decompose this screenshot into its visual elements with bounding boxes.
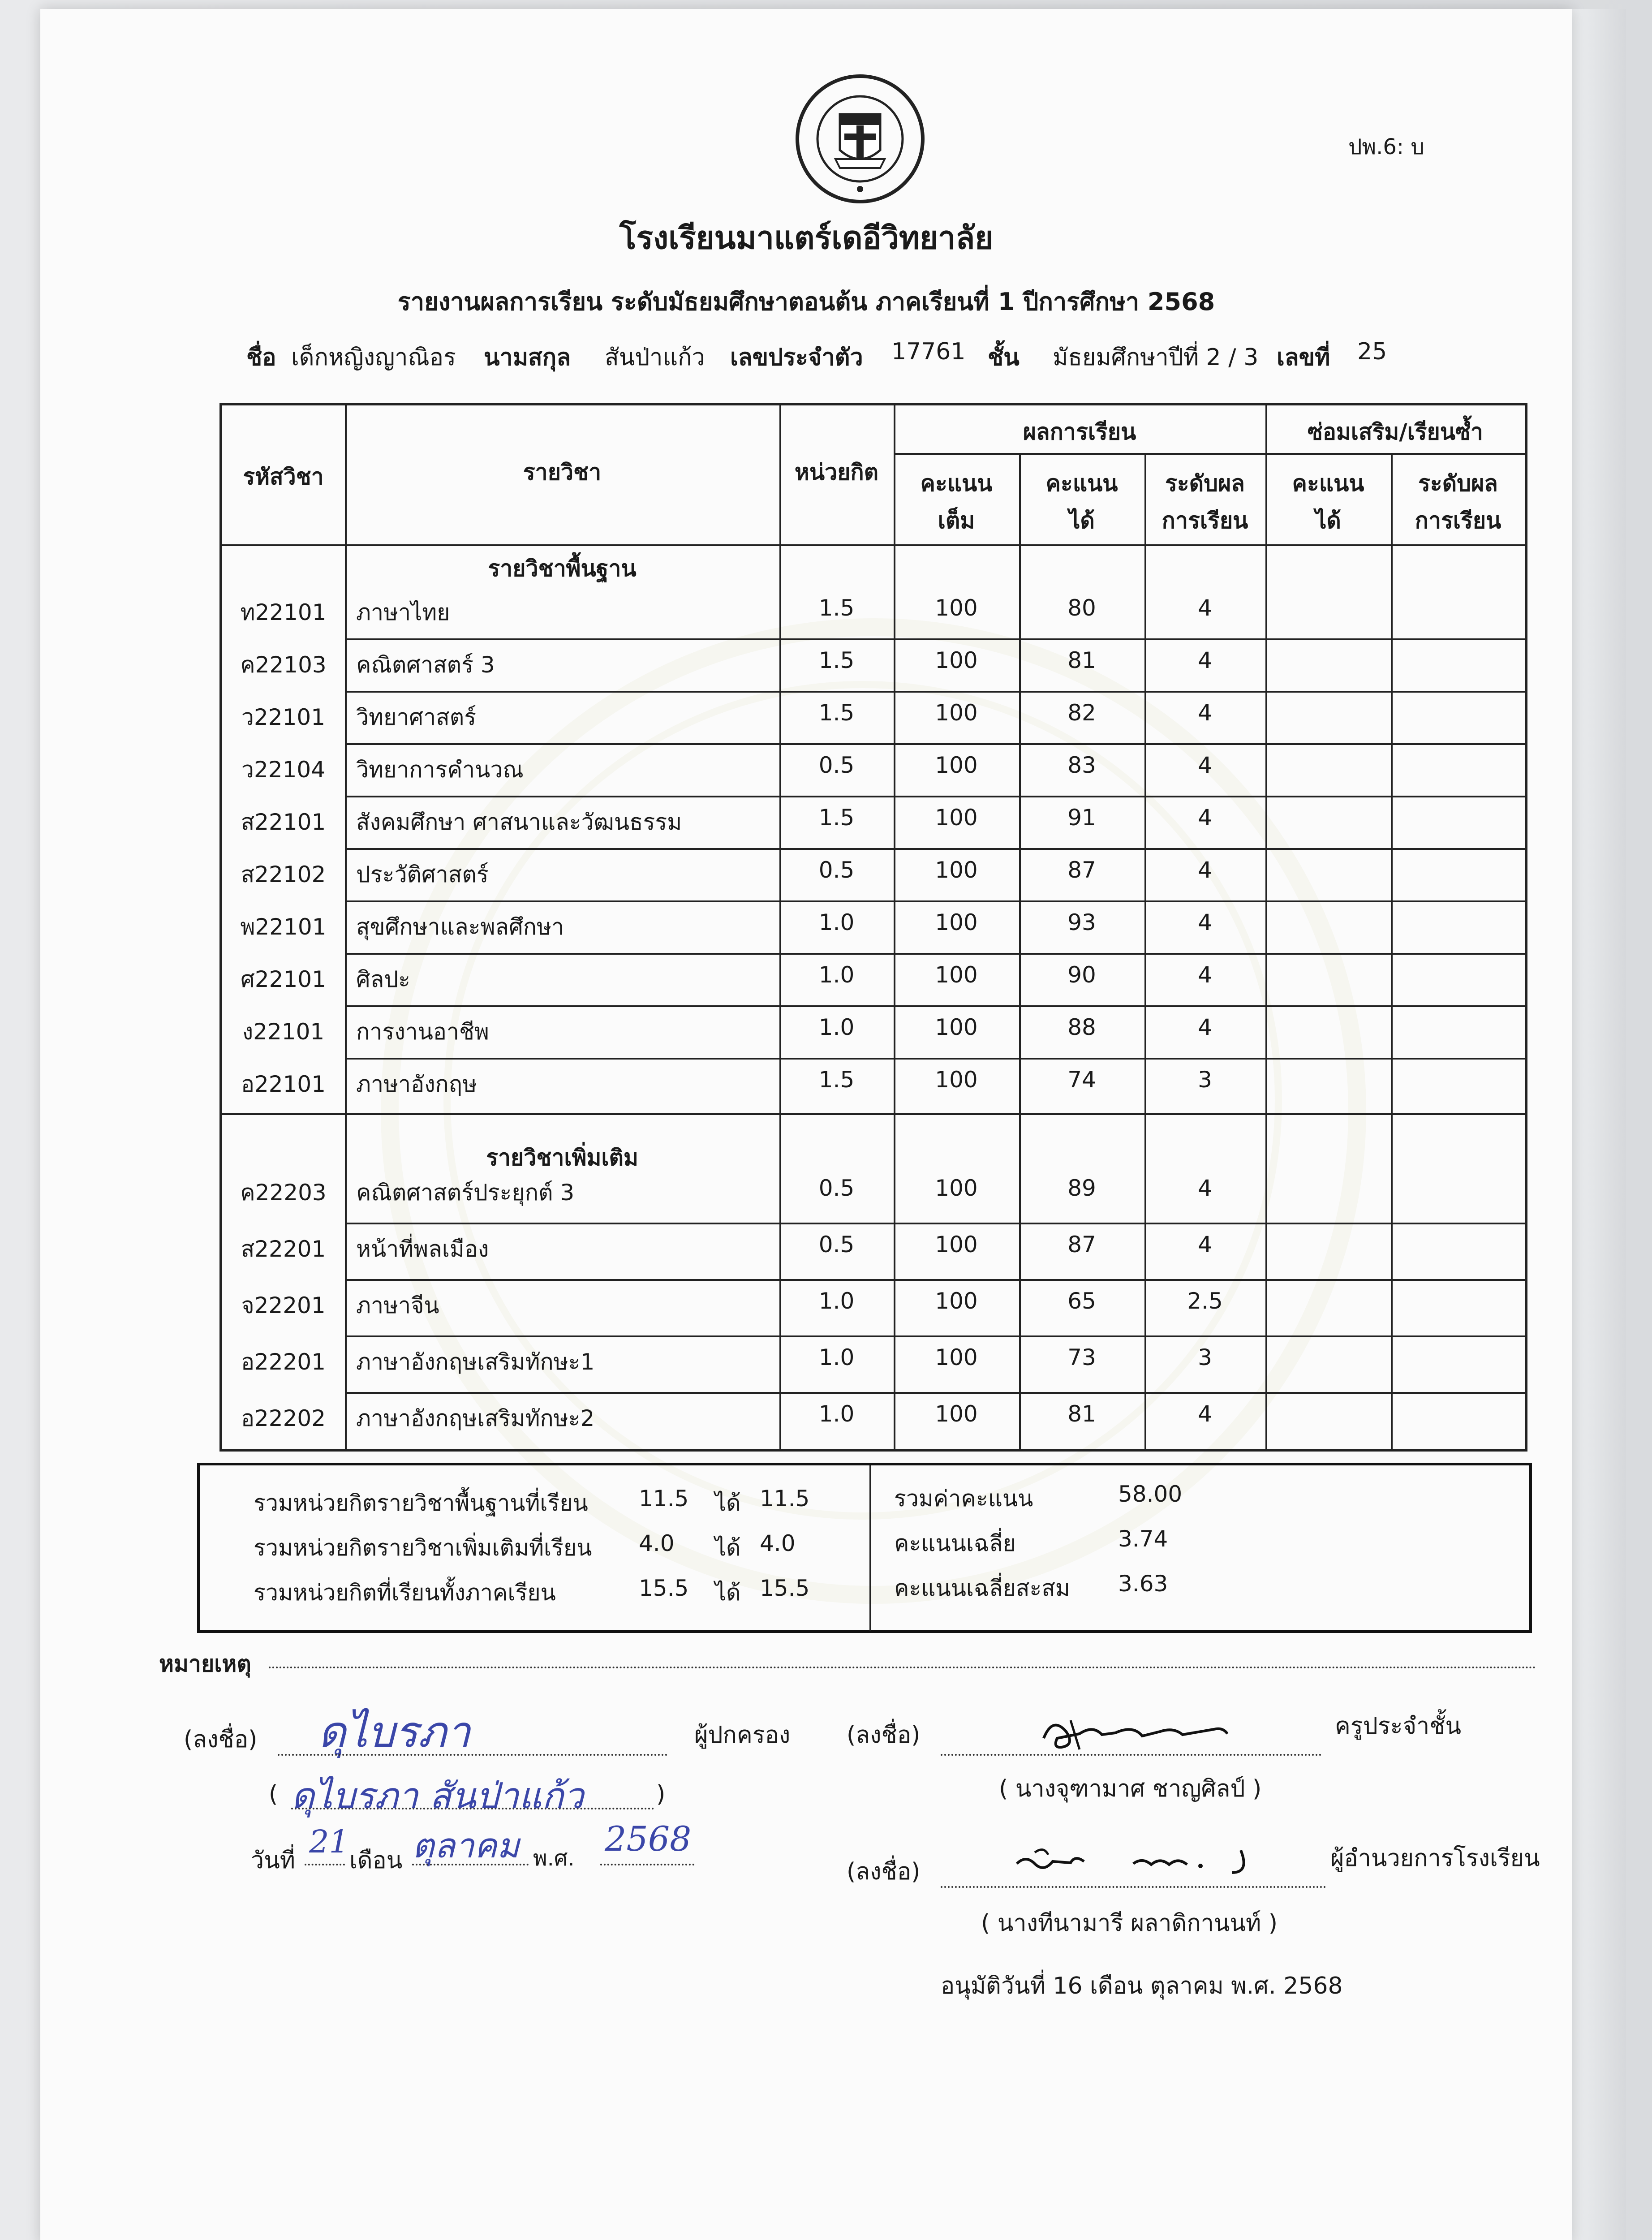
header-full-score-1: คะแนน: [920, 470, 993, 496]
header-remedial-group: ซ่อมเสริม/เรียนซ้ำ: [1307, 419, 1484, 445]
full-score: 100: [935, 1067, 978, 1093]
summary-got-label: ได้: [715, 1490, 741, 1516]
credit-value: 0.5: [818, 752, 855, 778]
credit-value: 1.5: [818, 595, 855, 621]
summary-label: รวมหน่วยกิตที่เรียนทั้งภาคเรียน: [254, 1580, 556, 1606]
header-score-2: ได้: [1069, 508, 1095, 534]
full-score: 100: [935, 1014, 978, 1040]
grade-value: 4: [1198, 700, 1212, 726]
score-value: 80: [1067, 595, 1096, 621]
remarks-label: หมายเหตุ: [159, 1651, 251, 1677]
header-divider: [894, 453, 1525, 455]
subject-name: ภาษาจีน: [356, 1292, 439, 1318]
teacher-sign-line: [941, 1754, 1321, 1756]
summary-label: รวมหน่วยกิตรายวิชาเพิ่มเติมที่เรียน: [254, 1535, 592, 1561]
credit-value: 0.5: [818, 1175, 855, 1201]
summary-got-label: ได้: [715, 1535, 741, 1561]
header-rem-grade-2: การเรียน: [1415, 508, 1501, 534]
summary-value: 4.0: [639, 1530, 675, 1556]
student-class: มัธยมศึกษาปีที่ 2 / 3: [1053, 344, 1259, 371]
col-divider: [1265, 405, 1267, 1449]
subject-code: จ22201: [241, 1292, 326, 1318]
subject-name: คณิตศาสตร์ประยุกต์ 3: [356, 1180, 575, 1206]
subject-code: ส22102: [241, 862, 326, 887]
stat-label: รวมค่าคะแนน: [894, 1486, 1033, 1512]
full-score: 100: [935, 752, 978, 778]
score-value: 74: [1067, 1067, 1096, 1093]
grade-value: 4: [1198, 595, 1212, 621]
header-grade-2: การเรียน: [1162, 508, 1248, 534]
header-bottom: [222, 544, 1525, 546]
subject-name: ภาษาอังกฤษ: [356, 1071, 478, 1097]
subject-code: ค22203: [240, 1180, 327, 1206]
grade-value: 4: [1198, 1175, 1212, 1201]
date-month-line: [412, 1864, 529, 1865]
header-rem-grade-1: ระดับผล: [1418, 470, 1498, 496]
header-result-group: ผลการเรียน: [1023, 419, 1136, 445]
header-rem-score-2: ได้: [1315, 508, 1341, 534]
header-full-score-2: เต็ม: [938, 508, 975, 534]
grade-table: [219, 403, 1527, 1452]
subject-name: ภาษาอังกฤษเสริมทักษะ2: [356, 1405, 595, 1431]
stat-value: 58.00: [1118, 1481, 1183, 1507]
summary-value: 11.5: [639, 1486, 689, 1512]
date-day: 21: [309, 1823, 349, 1860]
row-divider: [345, 1005, 1525, 1007]
summary-got-value: 11.5: [760, 1486, 810, 1512]
student-id: 17761: [891, 338, 966, 365]
guardian-sign-line: [278, 1754, 667, 1756]
row-divider: [345, 1335, 1525, 1337]
header-score-1: คะแนน: [1045, 470, 1118, 496]
credit-value: 1.5: [818, 805, 855, 831]
subject-code: อ22101: [241, 1071, 326, 1097]
score-value: 65: [1067, 1288, 1096, 1314]
grade-value: 4: [1198, 962, 1212, 988]
date-month-label: เดือน: [349, 1847, 403, 1874]
credit-value: 1.0: [818, 1014, 855, 1040]
guardian-signature: ดุไบรภา: [318, 1707, 471, 1757]
score-value: 87: [1067, 1232, 1096, 1258]
summary-value: 15.5: [639, 1575, 689, 1601]
full-score: 100: [935, 1175, 978, 1201]
score-value: 83: [1067, 752, 1096, 778]
surname-label: นามสกุล: [484, 344, 571, 371]
full-score: 100: [935, 962, 978, 988]
score-value: 89: [1067, 1175, 1096, 1201]
subject-code: ว22101: [241, 704, 326, 730]
school-name: โรงเรียนมาแตร์เดอีวิทยาลัย: [619, 220, 994, 256]
subject-code: ท22101: [240, 599, 327, 625]
guardian-paren-close: ): [656, 1781, 666, 1808]
subject-code: ว22104: [241, 757, 326, 783]
row-divider: [345, 900, 1525, 902]
header-credit: หน่วยกิต: [794, 459, 879, 485]
subject-code: ศ22101: [241, 966, 326, 992]
subject-name: หน้าที่พลเมือง: [356, 1236, 489, 1262]
score-value: 90: [1067, 962, 1096, 988]
director-sign-label: (ลงชื่อ): [847, 1858, 921, 1885]
header-grade-1: ระดับผล: [1165, 470, 1245, 496]
row-divider: [345, 638, 1525, 640]
score-value: 93: [1067, 909, 1096, 935]
header-code: รหัสวิชา: [243, 464, 324, 490]
subject-code: อ22201: [241, 1349, 326, 1375]
score-value: 82: [1067, 700, 1096, 726]
sheet-stack-edge: [1572, 9, 1626, 2240]
credit-value: 1.0: [818, 962, 855, 988]
grade-value: 4: [1198, 647, 1212, 673]
grade-value: 4: [1198, 1232, 1212, 1258]
credit-value: 0.5: [818, 857, 855, 883]
class-label: ชั้น: [988, 344, 1020, 371]
subject-code: ค22103: [240, 652, 327, 678]
subject-name: วิทยาการคำนวณ: [356, 757, 524, 783]
subject-name: การงานอาชีพ: [356, 1019, 489, 1045]
credit-value: 1.5: [818, 700, 855, 726]
grade-value: 3: [1198, 1344, 1212, 1370]
number-label: เลขที่: [1277, 344, 1330, 371]
row-divider: [345, 953, 1525, 955]
date-month: ตุลาคม: [412, 1826, 520, 1865]
score-value: 81: [1067, 647, 1096, 673]
grade-value: 4: [1198, 805, 1212, 831]
guardian-role: ผู้ปกครอง: [694, 1722, 791, 1749]
director-name: ( นางทีนามารี ผลาดิกานนท์ ): [981, 1910, 1278, 1937]
credit-value: 1.0: [818, 1344, 855, 1370]
header-subject: รายวิชา: [523, 459, 602, 485]
teacher-sign-label: (ลงชื่อ): [847, 1722, 921, 1749]
guardian-sign-label: (ลงชื่อ): [184, 1726, 258, 1753]
summary-got-value: 4.0: [760, 1530, 796, 1556]
grade-value: 4: [1198, 752, 1212, 778]
row-divider: [345, 1058, 1525, 1060]
stat-label: คะแนนเฉลี่ยสะสม: [894, 1575, 1070, 1601]
guardian-paren-open: (: [269, 1781, 278, 1808]
full-score: 100: [935, 1401, 978, 1427]
summary-label: รวมหน่วยกิตรายวิชาพื้นฐานที่เรียน: [254, 1490, 588, 1516]
teacher-role: ครูประจำชั้น: [1335, 1713, 1462, 1740]
grade-value: 3: [1198, 1067, 1212, 1093]
director-role: ผู้อำนวยการโรงเรียน: [1330, 1845, 1540, 1872]
header-rem-score-1: คะแนน: [1292, 470, 1364, 496]
date-year-line: [600, 1864, 694, 1865]
credit-value: 1.0: [818, 909, 855, 935]
subject-code: ส22101: [241, 809, 326, 835]
section-basic-label: รายวิชาพื้นฐาน: [488, 556, 637, 582]
remarks-line: [269, 1667, 1536, 1668]
full-score: 100: [935, 700, 978, 726]
subject-name: วิทยาศาสตร์: [356, 704, 477, 730]
report-title: รายงานผลการเรียน ระดับมัธยมศึกษาตอนต้น ภาคเรียนที่ 1 ปีการศึกษา 2568: [397, 288, 1215, 316]
credit-value: 1.5: [818, 647, 855, 673]
full-score: 100: [935, 1288, 978, 1314]
score-value: 87: [1067, 857, 1096, 883]
row-divider: [345, 743, 1525, 745]
grade-value: 4: [1198, 909, 1212, 935]
credit-value: 1.0: [818, 1288, 855, 1314]
guardian-name-handwritten: ดุไบรภา สันป่าแก้ว: [291, 1775, 584, 1817]
col-divider: [1391, 455, 1393, 1449]
full-score: 100: [935, 909, 978, 935]
grade-value: 4: [1198, 1014, 1212, 1040]
subject-name: ภาษาไทย: [356, 599, 450, 625]
subject-name: ประวัติศาสตร์: [356, 862, 489, 887]
full-score: 100: [935, 1232, 978, 1258]
full-score: 100: [935, 595, 978, 621]
report-sheet: [40, 9, 1572, 2240]
section-divider: [222, 1113, 1525, 1115]
subject-code: ส22201: [241, 1236, 326, 1262]
approval-date: อนุมัติวันที่ 16 เดือน ตุลาคม พ.ศ. 2568: [941, 1973, 1343, 1999]
guardian-name-line: [291, 1808, 654, 1809]
date-year: 2568: [605, 1819, 692, 1859]
subject-name: ภาษาอังกฤษเสริมทักษะ1: [356, 1349, 595, 1375]
teacher-name: ( นางจุฑามาศ ชาญศิลป์ ): [999, 1775, 1262, 1802]
subject-name: สังคมศึกษา ศาสนาและวัฒนธรรม: [356, 809, 682, 835]
grade-value: 4: [1198, 857, 1212, 883]
summary-divider: [869, 1465, 871, 1631]
full-score: 100: [935, 1344, 978, 1370]
credit-value: 1.5: [818, 1067, 855, 1093]
teacher-signature: [1026, 1707, 1250, 1756]
student-number: 25: [1357, 338, 1387, 365]
credit-value: 0.5: [818, 1232, 855, 1258]
subject-name: คณิตศาสตร์ 3: [356, 652, 495, 678]
score-value: 88: [1067, 1014, 1096, 1040]
subject-code: ง22101: [242, 1019, 325, 1045]
subject-code: พ22101: [240, 914, 327, 940]
stat-value: 3.74: [1118, 1526, 1168, 1552]
stat-value: 3.63: [1118, 1571, 1168, 1597]
date-day-label: วันที่: [251, 1847, 296, 1874]
summary-got-label: ได้: [715, 1580, 741, 1606]
score-value: 73: [1067, 1344, 1096, 1370]
score-value: 81: [1067, 1401, 1096, 1427]
form-code: ปพ.6: บ: [1348, 134, 1424, 159]
date-year-label: พ.ศ.: [533, 1846, 575, 1871]
section-extra-label: รายวิชาเพิ่มเติม: [486, 1145, 638, 1171]
grade-value: 2.5: [1187, 1288, 1223, 1314]
subject-name: ศิลปะ: [356, 966, 410, 992]
row-divider: [345, 691, 1525, 693]
student-surname: สันป่าแก้ว: [605, 344, 705, 371]
stat-label: คะแนนเฉลี่ย: [894, 1530, 1016, 1556]
student-name-label: ชื่อ: [246, 344, 276, 371]
director-signature: [1008, 1837, 1286, 1886]
full-score: 100: [935, 857, 978, 883]
row-divider: [345, 1223, 1525, 1224]
student-id-label: เลขประจำตัว: [730, 344, 863, 371]
full-score: 100: [935, 805, 978, 831]
full-score: 100: [935, 647, 978, 673]
student-name: เด็กหญิงญาณิอร: [291, 344, 456, 371]
subject-name: สุขศึกษาและพลศึกษา: [356, 914, 564, 940]
summary-box: [197, 1463, 1532, 1633]
score-value: 91: [1067, 805, 1096, 831]
subject-code: อ22202: [241, 1405, 326, 1431]
school-logo: [793, 72, 927, 206]
director-sign-line: [941, 1886, 1326, 1888]
row-divider: [345, 1392, 1525, 1394]
row-divider: [345, 848, 1525, 850]
grade-value: 4: [1198, 1401, 1212, 1427]
date-day-line: [305, 1864, 345, 1865]
summary-got-value: 15.5: [760, 1575, 810, 1601]
credit-value: 1.0: [818, 1401, 855, 1427]
row-divider: [345, 796, 1525, 797]
row-divider: [345, 1279, 1525, 1281]
